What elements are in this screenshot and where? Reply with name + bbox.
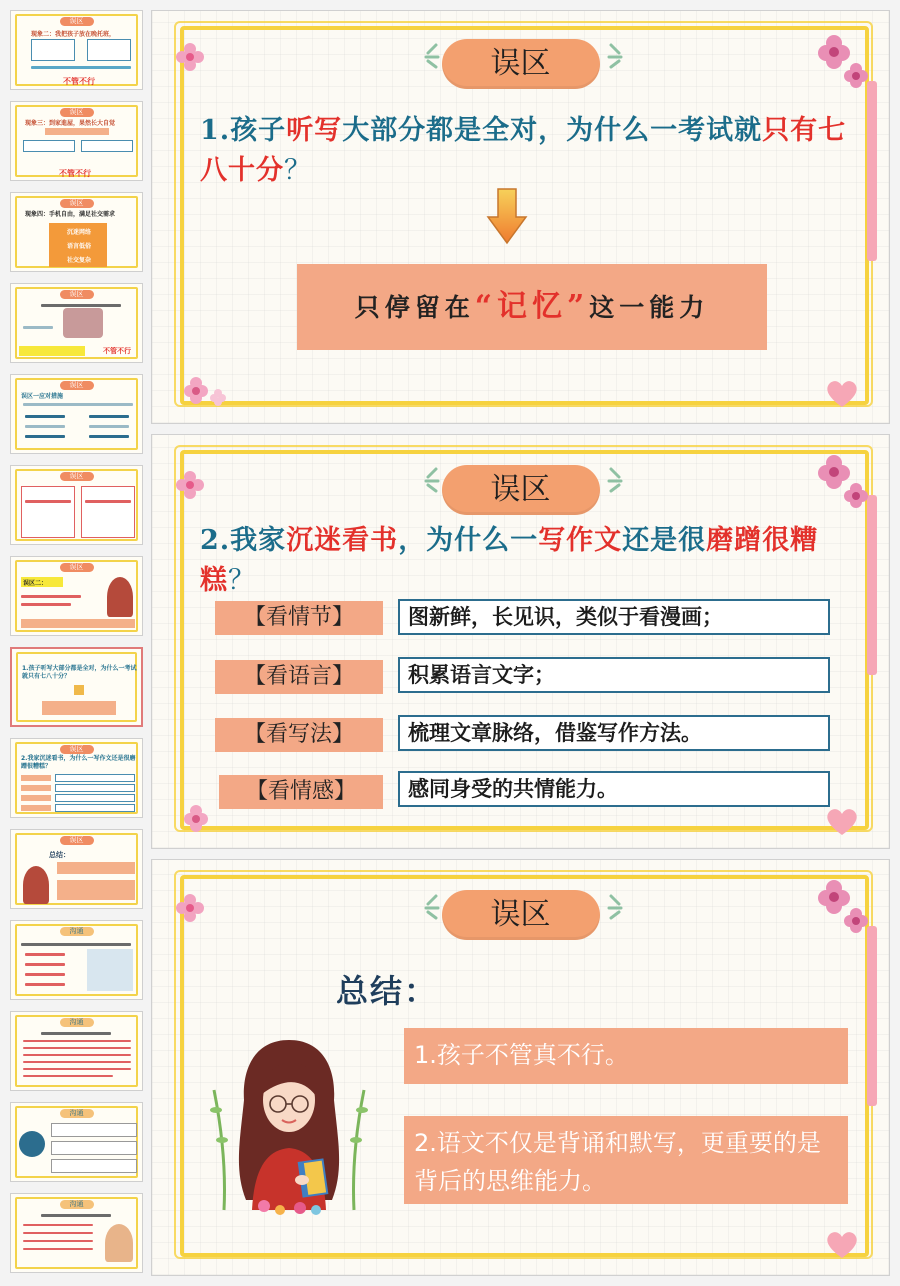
thumb-line — [23, 1224, 93, 1226]
thumb-arrow — [74, 685, 84, 695]
summary-point-2: 2.语文不仅是背诵和默写，更重要的是背后的思维能力。 — [404, 1116, 848, 1204]
row-label: 【看写法】 — [215, 718, 383, 752]
thumbnail-slide-3[interactable] — [10, 192, 143, 272]
thumb-line — [23, 1061, 131, 1063]
slide-1[interactable] — [151, 10, 890, 424]
thumb-line — [25, 425, 65, 428]
thumb-block — [21, 619, 135, 628]
thumb-line — [21, 595, 81, 598]
thumb-footer: 不管不行 — [63, 77, 95, 86]
heart-icon — [824, 379, 860, 409]
thumbnail-slide-4[interactable] — [10, 283, 143, 363]
question-text-part: 大部分都是全对，为什么一考试就 — [342, 115, 763, 146]
highlight-text: 听写 — [286, 115, 343, 146]
section-pill: 误区 — [442, 465, 600, 515]
highlight-text: “记忆” — [474, 289, 590, 324]
summary-title: 总结： — [336, 972, 439, 1010]
thumb-line — [23, 326, 53, 329]
slide-thumbnail-rail — [0, 0, 150, 1286]
thumb-pill: 误区 — [60, 836, 94, 845]
thumbnail-slide-7[interactable] — [10, 556, 143, 636]
thumb-line — [23, 1047, 131, 1049]
thumbnail-slide-12[interactable] — [10, 1011, 143, 1091]
thumb-pill: 误区 — [60, 17, 94, 26]
slide-3[interactable] — [151, 859, 890, 1276]
thumbnail-slide-11[interactable] — [10, 920, 143, 1000]
row-label: 【看情感】 — [219, 775, 383, 809]
thumb-box — [55, 804, 135, 812]
thumb-pill: 沟通 — [60, 1018, 94, 1027]
thumb-line — [25, 983, 65, 986]
thumb-box — [81, 486, 135, 538]
thumb-yellow-block — [19, 346, 85, 356]
thumb-line — [41, 1214, 111, 1217]
thumb-box — [51, 1141, 137, 1155]
thumb-title: 总结： — [49, 851, 70, 859]
question-text — [200, 111, 849, 191]
flower-decoration-icon — [182, 371, 232, 411]
thumb-pill: 沟通 — [60, 1200, 94, 1209]
thumb-line — [23, 1040, 131, 1042]
thumb-footer: 不管不行 — [103, 347, 131, 355]
answer-text: 这一能力 — [589, 293, 710, 322]
thumb-block — [21, 805, 51, 811]
sparkle-icon — [414, 892, 442, 920]
thumb-title: 2.我家沉迷看书，为什么一写作文还是很磨蹭很糟糕？ — [21, 755, 136, 770]
thumb-line — [25, 963, 65, 966]
thumb-line — [89, 425, 129, 428]
thumb-pill: 误区 — [60, 472, 94, 481]
sparkle-icon — [414, 465, 442, 493]
thumb-line — [23, 1068, 131, 1070]
thumbnail-slide-13[interactable] — [10, 1102, 143, 1182]
question-mark: ？ — [284, 155, 312, 186]
thumb-line — [21, 943, 131, 946]
thumb-pill: 误区 — [60, 745, 94, 754]
thumb-title: 现象二：我把孩子放在晚托班， — [31, 31, 116, 38]
pink-side-bar — [867, 495, 877, 675]
thumb-box — [55, 774, 135, 782]
question-text-part: ，为什么一 — [398, 525, 539, 556]
question-prefix: 2.我家 — [200, 525, 287, 556]
highlight-text: 沉迷看书 — [286, 525, 399, 556]
highlight-text: 写作文 — [538, 525, 623, 556]
thumb-box — [87, 39, 131, 61]
thumb-box — [31, 39, 75, 61]
thumbnail-slide-8-active[interactable] — [10, 647, 143, 727]
thumb-box — [55, 784, 135, 792]
pink-side-bar — [867, 926, 877, 1106]
thumb-box — [21, 486, 75, 538]
row-text: 梳理文章脉络，借鉴写作方法。 — [398, 715, 830, 751]
thumb-line — [23, 1075, 113, 1077]
pink-side-bar — [867, 81, 877, 261]
thumbnail-slide-9[interactable] — [10, 738, 143, 818]
thumb-line — [25, 500, 71, 503]
thumb-line — [25, 415, 65, 418]
section-pill: 误区 — [442, 890, 600, 940]
thumbnail-slide-10[interactable] — [10, 829, 143, 909]
row-text: 积累语言文字； — [398, 657, 830, 693]
thumb-line — [23, 1240, 93, 1242]
thumb-pill: 误区 — [60, 199, 94, 208]
thumb-line — [25, 435, 65, 438]
thumb-block — [57, 862, 135, 874]
flower-decoration-icon — [170, 888, 210, 928]
thumb-pill: 沟通 — [60, 1109, 94, 1118]
thumb-block — [21, 795, 51, 801]
thumb-box — [51, 1123, 137, 1137]
thumb-item: 社交复杂 — [67, 257, 92, 264]
thumb-line — [23, 403, 133, 406]
thumb-block — [21, 785, 51, 791]
sparkle-icon — [605, 892, 633, 920]
row-text: 感同身受的共情能力。 — [398, 771, 830, 807]
flower-decoration-icon — [170, 37, 210, 77]
thumb-line — [41, 304, 121, 307]
highlight-text: 只有七八十分 — [200, 115, 847, 186]
row-text: 图新鲜，长见识，类似于看漫画； — [398, 599, 830, 635]
thumb-girl — [23, 866, 49, 904]
flower-decoration-icon — [812, 874, 872, 934]
thumb-box — [51, 1159, 137, 1173]
thumb-block — [57, 880, 135, 900]
thumb-item: 沉迷网络 — [67, 229, 92, 236]
thumb-footer: 不管不行 — [59, 169, 91, 178]
thumb-pill: 误区 — [60, 108, 94, 117]
row-label: 【看语言】 — [215, 660, 383, 694]
thumb-line — [89, 435, 129, 438]
thumb-line — [25, 973, 65, 976]
thumbnail-slide-5[interactable] — [10, 374, 143, 454]
question-text-part: 还是很 — [622, 525, 707, 556]
thumbnail-slide-6[interactable] — [10, 465, 143, 545]
thumb-title: 现象三：到家進屋，果然长大自觉 — [25, 120, 116, 127]
thumb-box — [23, 140, 75, 152]
thumbnail-slide-2[interactable] — [10, 101, 143, 181]
thumb-block — [21, 775, 51, 781]
thumb-box — [55, 794, 135, 802]
thumb-line — [25, 953, 65, 956]
thumb-line — [41, 1032, 111, 1035]
sparkle-icon — [605, 41, 633, 69]
answer-box — [297, 264, 767, 350]
flower-decoration-icon — [812, 449, 872, 509]
down-arrow-icon — [486, 187, 528, 245]
thumb-line — [23, 1054, 131, 1056]
answer-text: 只停留在 — [354, 293, 475, 322]
thumb-title: 误区一应对措施 — [21, 393, 64, 400]
thumb-line — [21, 603, 71, 606]
thumb-pill: 误区 — [60, 381, 94, 390]
thumb-line — [23, 1232, 93, 1234]
thumb-line — [85, 500, 131, 503]
highlight-text: 磨蹭 — [706, 525, 763, 556]
flower-decoration-icon — [170, 465, 210, 505]
thumb-line — [89, 415, 129, 418]
question-prefix: 1.孩子 — [200, 115, 287, 146]
thumbnail-slide-1[interactable] — [10, 10, 143, 90]
heart-icon — [824, 807, 860, 837]
sparkle-icon — [414, 41, 442, 69]
question-mark: ？ — [228, 565, 256, 596]
thumb-circle — [19, 1131, 45, 1157]
thumb-pill: 沟通 — [60, 927, 94, 936]
summary-point-1: 1.孩子不管真不行。 — [404, 1028, 848, 1084]
thumb-title: 现象四：手机自由，满足社交需求 — [25, 211, 116, 218]
thumb-block — [45, 128, 109, 135]
sparkle-icon — [605, 465, 633, 493]
thumb-box — [81, 140, 133, 152]
thumb-girl — [107, 577, 133, 617]
flower-decoration-icon — [812, 29, 872, 89]
thumb-photo — [63, 308, 103, 338]
thumb-photo — [87, 949, 133, 991]
thumb-title: 1.孩子听写大部分都是全对，为什么一考试就只有七八十分？ — [22, 665, 137, 680]
row-label: 【看情节】 — [215, 601, 383, 635]
thumb-pill: 误区 — [60, 563, 94, 572]
thumb-people — [105, 1224, 133, 1262]
slide-2[interactable] — [151, 434, 890, 849]
question-text — [200, 521, 849, 601]
thumb-pill: 误区 — [60, 290, 94, 299]
thumb-block — [42, 701, 116, 715]
girl-with-book-illustration — [204, 1020, 374, 1220]
section-pill: 误区 — [442, 39, 600, 89]
thumb-item: 语言低俗 — [67, 243, 92, 250]
thumb-title: 误区二： — [23, 580, 48, 587]
thumbnail-slide-14[interactable] — [10, 1193, 143, 1273]
highlight-text: 很糟糕 — [200, 525, 819, 596]
thumb-line — [23, 1248, 93, 1250]
heart-icon — [824, 1230, 860, 1260]
thumb-line — [31, 66, 131, 69]
